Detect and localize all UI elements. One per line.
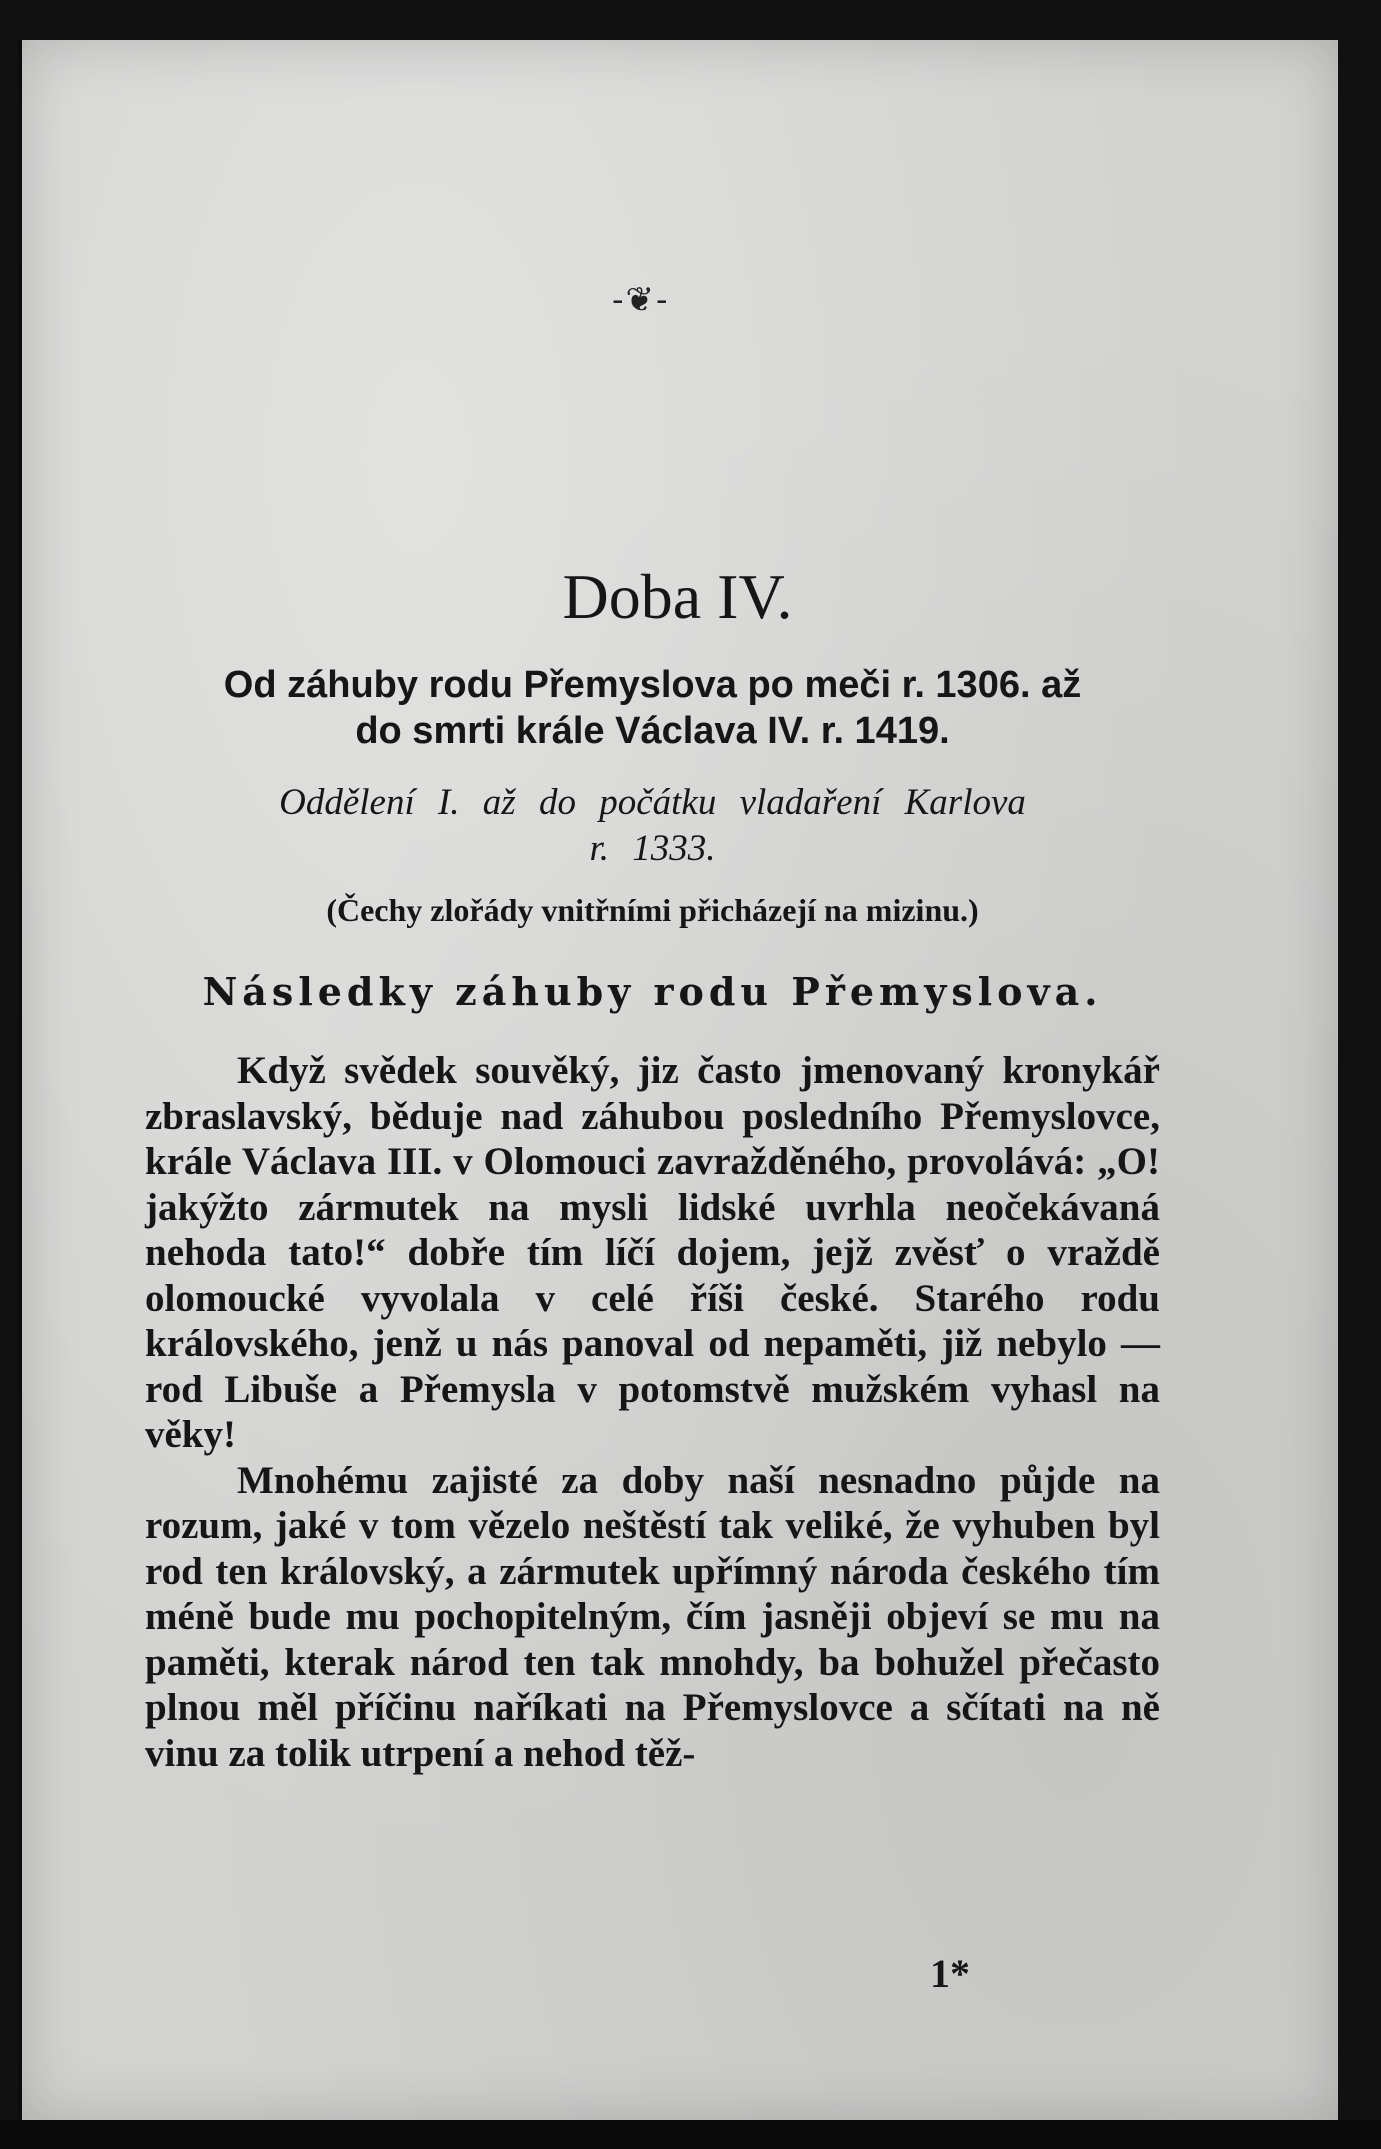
page-content (145, 560, 1160, 1776)
paragraph-2: Mnohému zajisté za doby naší nesnadno půjde na rozum, jaké v tom vězelo neštěstí tak veliké, že vyhuben byl rod ten královský, a zármutek upřímný národa českého tím méně bude mu pochopitelným, čím jasněji objeví se mu na paměti, kterak národ ten tak mnohdy, ba bohužel přečasto plnou měl příčinu naříkati na Přemyslovce a sčítati na ně vinu za tolik utrpení a nehod těž- (145, 1458, 1160, 1775)
section-title (145, 780, 1160, 872)
era-subtitle-line-1: Od záhuby rodu Přemyslova po meči r. 1306. až (223, 664, 1082, 706)
scan-bottom-edge (0, 2120, 1381, 2149)
signature-mark: 1* (930, 1951, 970, 1996)
paragraph-1: Když svědek souvěký, jiz často jmenovaný kronykář zbraslavský, běduje nad záhubou posledního Přemyslovce, krále Václava III. v Olomouci zavražděného, provolává: „O! jakýžto zármutek na mysli lidské uvrhla neočekávaná nehoda tato!“ dobře tím líčí dojem, jejž zvěsť o vraždě olomoucké vyvolala v celé říši české. Starého rodu královského, jenž u nás panoval od nepaměti, již nebylo — rod Libuše a Přemysla v potomstvě mužském vyhasl na věky! (145, 1049, 1160, 1456)
section-title-line-2: r. 1333. (589, 828, 716, 869)
era-title: Doba IV. (562, 561, 793, 632)
era-subtitle (145, 662, 1160, 754)
section-note: (Čechy zlořády vnitřními přicházejí na mizinu.) (326, 892, 979, 928)
era-subtitle-line-2: do smrti krále Václava IV. r. 1419. (355, 710, 950, 752)
ornament-mark: -❦- (612, 280, 670, 320)
chapter-heading: Následky záhuby rodu Přemyslova. (202, 969, 1103, 1014)
section-title-line-1: Oddělení I. až do počátku vladaření Karlova (279, 782, 1026, 823)
